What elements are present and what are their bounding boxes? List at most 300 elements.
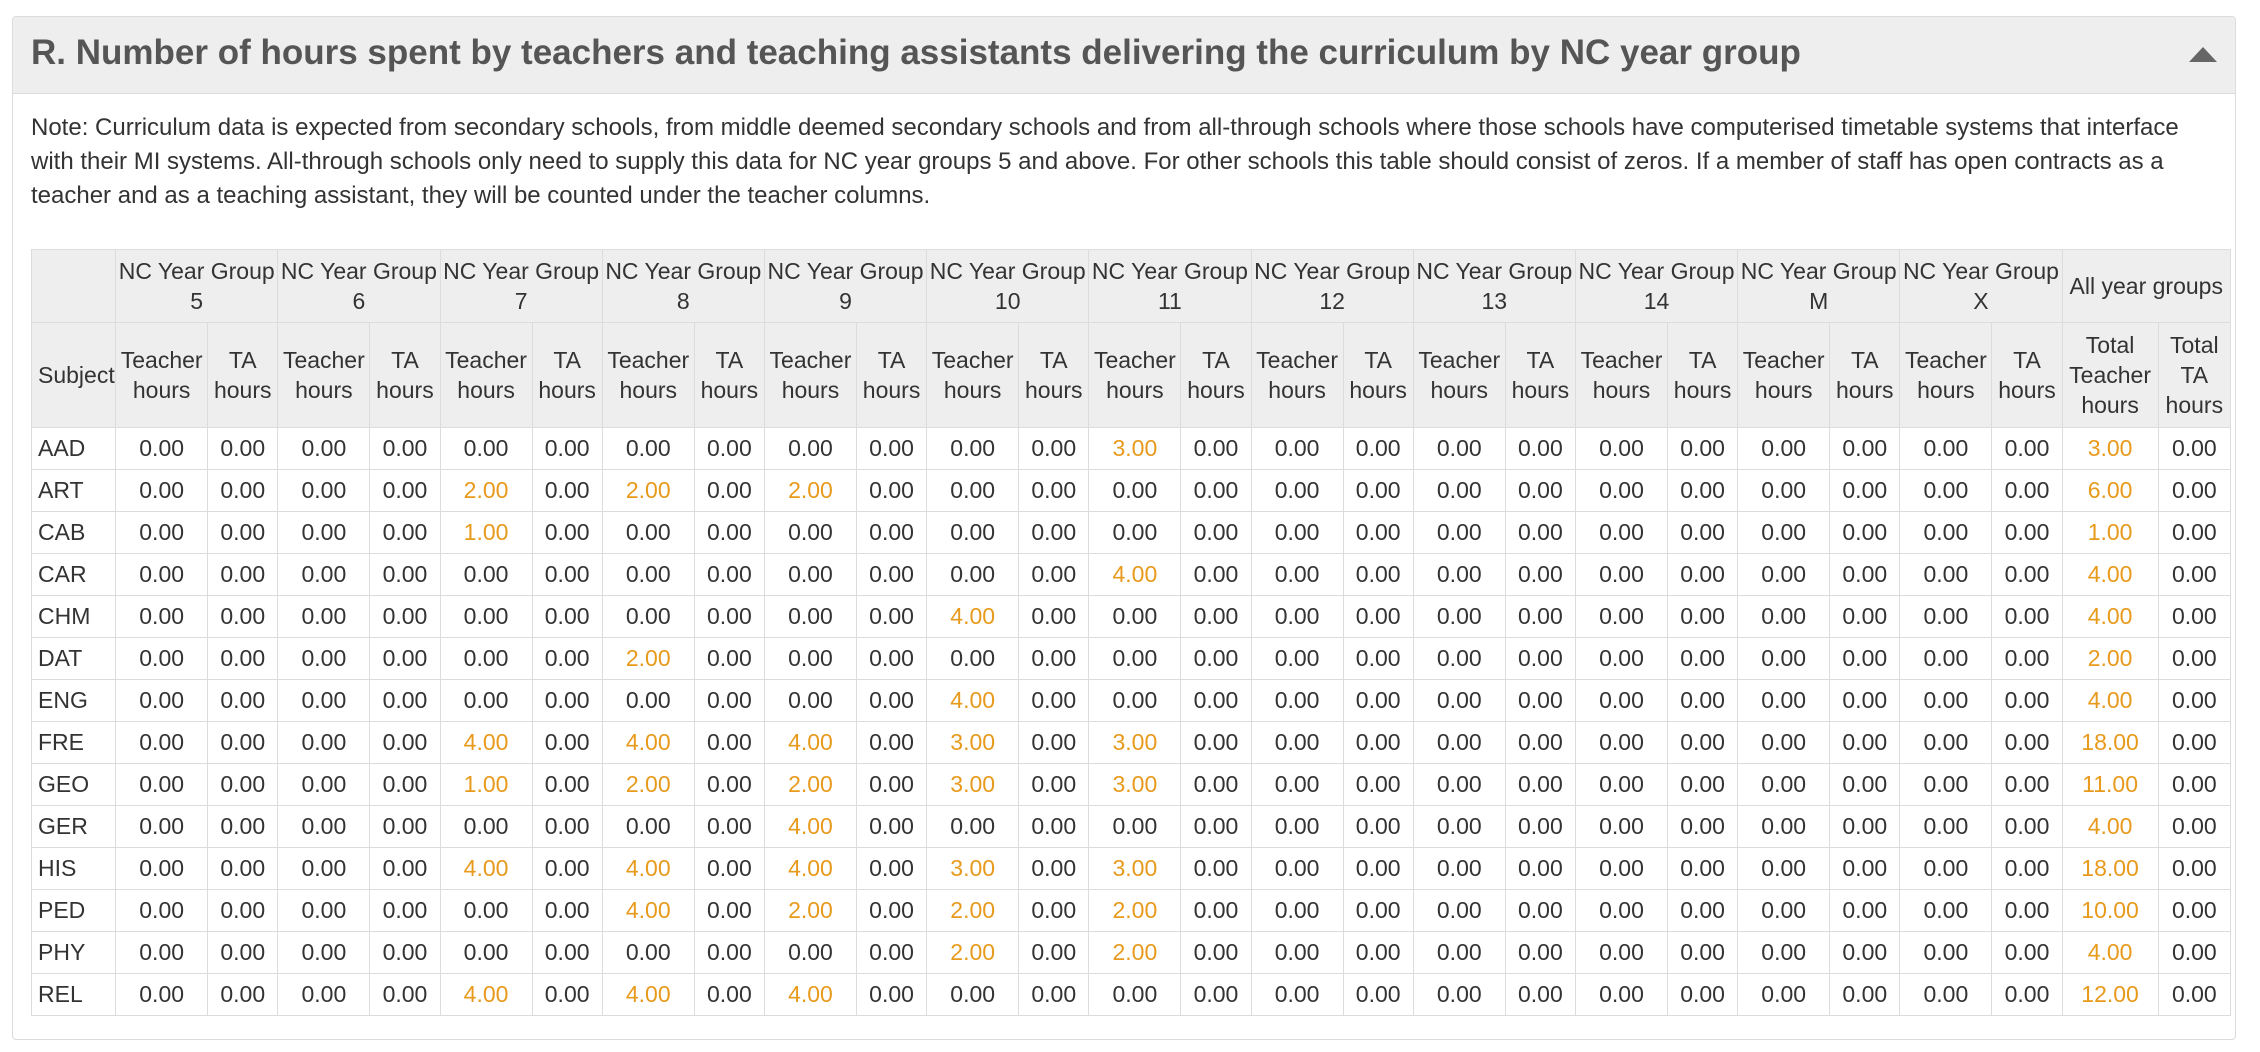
header-text: Teacher (120, 347, 203, 373)
ta-hours-cell: 0.00 (208, 596, 278, 638)
header-text: hours (376, 377, 434, 403)
teacher-hours-cell: 0.00 (602, 932, 694, 974)
teacher-hours-cell: 2.00 (2062, 638, 2158, 680)
ta-hours-cell: 0.00 (1343, 470, 1413, 512)
ta-hours-cell: 0.00 (1992, 932, 2062, 974)
teacher-hours-cell: 0.00 (278, 806, 370, 848)
ta-hours-cell: 0.00 (1992, 554, 2062, 596)
teacher-hours-cell: 2.00 (602, 638, 694, 680)
teacher-hours-cell: 0.00 (927, 638, 1019, 680)
header-text: 10 (994, 288, 1021, 314)
header-text: NC Year Group (1740, 258, 1897, 284)
teacher-hours-cell: 0.00 (1413, 806, 1505, 848)
ta-hours-header (857, 323, 927, 428)
header-text: hours (1187, 377, 1245, 403)
header-text: hours (1998, 377, 2056, 403)
ta-hours-cell: 0.00 (2158, 470, 2230, 512)
teacher-hours-cell: 4.00 (440, 974, 532, 1016)
ta-hours-cell: 0.00 (1668, 806, 1738, 848)
ta-hours-cell: 0.00 (2158, 512, 2230, 554)
header-text: NC Year Group (929, 258, 1086, 284)
year-group-header (927, 250, 1089, 323)
ta-hours-cell: 0.00 (857, 890, 927, 932)
ta-hours-cell: 0.00 (1343, 890, 1413, 932)
header-text: 11 (1157, 288, 1182, 314)
teacher-hours-cell: 0.00 (764, 428, 856, 470)
ta-hours-cell: 0.00 (1343, 638, 1413, 680)
ta-hours-cell: 0.00 (1019, 848, 1089, 890)
teacher-hours-cell: 2.00 (927, 932, 1019, 974)
teacher-hours-cell: 18.00 (2062, 722, 2158, 764)
header-text: NC Year Group (1254, 258, 1411, 284)
ta-hours-cell: 0.00 (370, 932, 440, 974)
teacher-hours-cell: 0.00 (440, 932, 532, 974)
ta-hours-cell: 0.00 (1181, 722, 1251, 764)
ta-hours-cell: 0.00 (208, 848, 278, 890)
teacher-hours-cell: 0.00 (1251, 764, 1343, 806)
ta-hours-cell: 0.00 (1181, 974, 1251, 1016)
ta-hours-cell: 0.00 (1181, 764, 1251, 806)
ta-hours-cell: 0.00 (1992, 470, 2062, 512)
teacher-hours-cell: 0.00 (927, 428, 1019, 470)
header-text: NC Year Group (767, 258, 924, 284)
teacher-hours-cell: 0.00 (1738, 764, 1830, 806)
ta-hours-cell: 0.00 (532, 680, 602, 722)
table-row (32, 680, 2231, 722)
ta-hours-cell: 0.00 (532, 554, 602, 596)
table-row (32, 470, 2231, 512)
header-text: TA (1039, 347, 1068, 373)
teacher-hours-cell: 0.00 (1575, 890, 1667, 932)
table-row (32, 638, 2231, 680)
teacher-hours-cell: 6.00 (2062, 470, 2158, 512)
header-text: TA (2180, 362, 2209, 388)
teacher-hours-cell: 0.00 (927, 974, 1019, 1016)
ta-hours-cell: 0.00 (1668, 848, 1738, 890)
year-group-header (764, 250, 926, 323)
all-year-groups-header: All year groups (2062, 250, 2230, 323)
teacher-hours-cell: 0.00 (1413, 470, 1505, 512)
teacher-hours-cell: 0.00 (440, 638, 532, 680)
header-text: TA (1526, 347, 1555, 373)
header-text: Teacher (769, 347, 852, 373)
ta-hours-header (370, 323, 440, 428)
teacher-hours-cell: 4.00 (2062, 596, 2158, 638)
teacher-hours-cell: 0.00 (440, 596, 532, 638)
teacher-hours-header (1738, 323, 1830, 428)
ta-hours-cell: 0.00 (1019, 722, 1089, 764)
curriculum-hours-panel (12, 16, 2236, 1040)
ta-hours-cell: 0.00 (694, 722, 764, 764)
teacher-hours-cell: 0.00 (1900, 470, 1992, 512)
teacher-hours-cell: 0.00 (1575, 680, 1667, 722)
ta-hours-cell: 0.00 (1343, 848, 1413, 890)
teacher-hours-cell: 3.00 (2062, 428, 2158, 470)
ta-hours-cell: 0.00 (208, 638, 278, 680)
teacher-hours-cell: 4.00 (764, 848, 856, 890)
ta-hours-cell: 0.00 (2158, 806, 2230, 848)
ta-hours-cell: 0.00 (1668, 974, 1738, 1016)
teacher-hours-cell: 4.00 (764, 806, 856, 848)
ta-hours-cell: 0.00 (1505, 890, 1575, 932)
teacher-hours-header (602, 323, 694, 428)
table-row (32, 890, 2231, 932)
teacher-hours-cell: 0.00 (1575, 848, 1667, 890)
teacher-hours-cell: 2.00 (1089, 890, 1181, 932)
year-group-header (1738, 250, 1900, 323)
ta-hours-cell: 0.00 (694, 512, 764, 554)
teacher-hours-cell: 0.00 (1738, 428, 1830, 470)
teacher-hours-cell: 18.00 (2062, 848, 2158, 890)
teacher-hours-cell: 2.00 (764, 470, 856, 512)
ta-hours-cell: 0.00 (370, 554, 440, 596)
ta-hours-cell: 0.00 (370, 848, 440, 890)
header-text: TA (553, 347, 581, 373)
ta-hours-cell: 0.00 (1019, 680, 1089, 722)
teacher-hours-cell: 0.00 (1251, 890, 1343, 932)
ta-hours-cell: 0.00 (532, 428, 602, 470)
ta-hours-cell: 0.00 (532, 722, 602, 764)
ta-hours-cell: 0.00 (532, 932, 602, 974)
ta-hours-cell: 0.00 (1505, 638, 1575, 680)
ta-hours-cell: 0.00 (1019, 428, 1089, 470)
teacher-hours-cell: 0.00 (1738, 890, 1830, 932)
ta-hours-cell: 0.00 (1668, 554, 1738, 596)
teacher-hours-cell: 1.00 (440, 512, 532, 554)
total-teacher-hours-header (2062, 323, 2158, 428)
teacher-hours-cell: 0.00 (116, 932, 208, 974)
teacher-hours-cell: 0.00 (278, 764, 370, 806)
ta-hours-cell: 0.00 (1992, 848, 2062, 890)
teacher-hours-cell: 0.00 (602, 554, 694, 596)
ta-hours-cell: 0.00 (370, 596, 440, 638)
teacher-hours-cell: 0.00 (1251, 470, 1343, 512)
subject-cell: DAT (32, 638, 116, 680)
header-text: X (1973, 288, 1989, 314)
teacher-hours-cell: 10.00 (2062, 890, 2158, 932)
ta-hours-cell: 0.00 (1181, 848, 1251, 890)
ta-hours-cell: 0.00 (208, 428, 278, 470)
ta-hours-cell: 0.00 (208, 512, 278, 554)
teacher-hours-cell: 4.00 (2062, 806, 2158, 848)
header-text: Teacher (1418, 347, 1501, 373)
teacher-hours-cell: 0.00 (440, 428, 532, 470)
teacher-hours-cell: 0.00 (1738, 806, 1830, 848)
ta-hours-cell: 0.00 (1830, 596, 1900, 638)
ta-hours-cell: 0.00 (2158, 932, 2230, 974)
teacher-hours-cell: 0.00 (440, 806, 532, 848)
header-text: TA (1850, 347, 1879, 373)
teacher-hours-cell: 4.00 (1089, 554, 1181, 596)
header-text: 8 (676, 288, 690, 314)
ta-hours-cell: 0.00 (208, 974, 278, 1016)
teacher-hours-cell: 0.00 (1089, 470, 1181, 512)
ta-hours-cell: 0.00 (2158, 428, 2230, 470)
header-text: TA (391, 347, 419, 373)
teacher-hours-cell: 0.00 (1251, 932, 1343, 974)
ta-hours-cell: 0.00 (370, 680, 440, 722)
teacher-hours-cell: 0.00 (1738, 680, 1830, 722)
header-text: 9 (839, 288, 852, 314)
subject-cell: ART (32, 470, 116, 512)
teacher-hours-cell: 0.00 (116, 806, 208, 848)
header-text: TA (228, 347, 257, 373)
ta-hours-cell: 0.00 (1668, 932, 1738, 974)
table-header-row-groups (32, 250, 2231, 323)
curriculum-hours-table (31, 249, 2231, 1016)
ta-hours-cell: 0.00 (857, 722, 927, 764)
ta-hours-cell: 0.00 (370, 974, 440, 1016)
panel-title: R. Number of hours spent by teachers and teaching assistants delivering the curriculum by NC year group (31, 33, 1801, 72)
header-text: hours (1754, 377, 1813, 403)
teacher-hours-header (116, 323, 208, 428)
table-row (32, 428, 2231, 470)
teacher-hours-cell: 0.00 (1251, 554, 1343, 596)
ta-hours-cell: 0.00 (2158, 554, 2230, 596)
teacher-hours-header (927, 323, 1019, 428)
teacher-hours-header (1900, 323, 1992, 428)
header-text: hours (457, 377, 515, 403)
ta-hours-cell: 0.00 (532, 890, 602, 932)
teacher-hours-cell: 0.00 (116, 848, 208, 890)
teacher-hours-header (278, 323, 370, 428)
ta-hours-cell: 0.00 (1830, 974, 1900, 1016)
teacher-hours-cell: 3.00 (927, 764, 1019, 806)
ta-hours-cell: 0.00 (857, 638, 927, 680)
header-text: Total (2085, 332, 2135, 358)
ta-hours-cell: 0.00 (1830, 512, 1900, 554)
table-row (32, 722, 2231, 764)
header-text: hours (1917, 377, 1975, 403)
header-text: hours (943, 377, 1002, 403)
teacher-hours-cell: 0.00 (1251, 680, 1343, 722)
ta-hours-cell: 0.00 (1343, 680, 1413, 722)
header-text: NC Year Group (1578, 258, 1735, 284)
teacher-hours-cell: 0.00 (602, 512, 694, 554)
ta-hours-cell: 0.00 (208, 764, 278, 806)
ta-hours-cell: 0.00 (1830, 428, 1900, 470)
teacher-hours-cell: 0.00 (1089, 512, 1181, 554)
header-text: hours (1268, 377, 1326, 403)
header-text: hours (1106, 377, 1164, 403)
ta-hours-cell: 0.00 (532, 596, 602, 638)
teacher-hours-cell: 4.00 (602, 722, 694, 764)
teacher-hours-cell: 0.00 (116, 890, 208, 932)
ta-hours-cell: 0.00 (1830, 638, 1900, 680)
teacher-hours-cell: 2.00 (440, 470, 532, 512)
teacher-hours-cell: 0.00 (440, 554, 532, 596)
teacher-hours-cell: 0.00 (1413, 680, 1505, 722)
teacher-hours-cell: 0.00 (927, 554, 1019, 596)
ta-hours-cell: 0.00 (1992, 428, 2062, 470)
ta-hours-cell: 0.00 (857, 470, 927, 512)
header-text: hours (862, 377, 921, 403)
teacher-hours-cell: 0.00 (1900, 848, 1992, 890)
ta-hours-cell: 0.00 (1830, 932, 1900, 974)
subject-cell: PHY (32, 932, 116, 974)
table-row (32, 596, 2231, 638)
header-text: TA (2013, 347, 2041, 373)
ta-hours-cell: 0.00 (1668, 428, 1738, 470)
header-text: hours (1511, 377, 1570, 403)
teacher-hours-cell: 0.00 (1251, 638, 1343, 680)
ta-hours-cell: 0.00 (1992, 806, 2062, 848)
teacher-hours-cell: 2.00 (1089, 932, 1181, 974)
teacher-hours-cell: 0.00 (1089, 974, 1181, 1016)
ta-hours-cell: 0.00 (694, 428, 764, 470)
teacher-hours-cell: 0.00 (1575, 554, 1667, 596)
ta-hours-cell: 0.00 (1992, 512, 2062, 554)
teacher-hours-cell: 0.00 (1413, 638, 1505, 680)
teacher-hours-cell: 0.00 (1251, 596, 1343, 638)
ta-hours-cell: 0.00 (1992, 722, 2062, 764)
teacher-hours-cell: 3.00 (1089, 722, 1181, 764)
teacher-hours-cell: 3.00 (927, 848, 1019, 890)
teacher-hours-cell: 0.00 (278, 638, 370, 680)
ta-hours-header (1505, 323, 1575, 428)
ta-hours-cell: 0.00 (2158, 890, 2230, 932)
table-header-row-columns (32, 323, 2231, 428)
ta-hours-cell: 0.00 (1668, 470, 1738, 512)
year-group-header (1575, 250, 1737, 323)
ta-hours-cell: 0.00 (1343, 932, 1413, 974)
header-text: NC Year Group (1091, 258, 1248, 284)
ta-hours-cell: 0.00 (694, 554, 764, 596)
teacher-hours-cell: 12.00 (2062, 974, 2158, 1016)
header-text: hours (1430, 377, 1489, 403)
ta-hours-cell: 0.00 (2158, 848, 2230, 890)
ta-hours-cell: 0.00 (1181, 428, 1251, 470)
teacher-hours-cell: 0.00 (764, 932, 856, 974)
teacher-hours-cell: 0.00 (1413, 932, 1505, 974)
table-row (32, 512, 2231, 554)
ta-hours-cell: 0.00 (1343, 974, 1413, 1016)
subject-cell: CHM (32, 596, 116, 638)
ta-hours-cell: 0.00 (208, 890, 278, 932)
teacher-hours-cell: 0.00 (116, 764, 208, 806)
ta-hours-cell: 0.00 (857, 428, 927, 470)
ta-hours-cell: 0.00 (1992, 596, 2062, 638)
table-row (32, 974, 2231, 1016)
teacher-hours-cell: 0.00 (1089, 806, 1181, 848)
teacher-hours-cell: 0.00 (764, 554, 856, 596)
teacher-hours-cell: 0.00 (1738, 512, 1830, 554)
teacher-hours-cell: 11.00 (2062, 764, 2158, 806)
ta-hours-cell: 0.00 (1343, 596, 1413, 638)
teacher-hours-cell: 0.00 (116, 512, 208, 554)
header-text: Teacher (1256, 347, 1338, 373)
teacher-hours-cell: 0.00 (764, 512, 856, 554)
teacher-hours-cell: 4.00 (440, 722, 532, 764)
ta-hours-cell: 0.00 (1019, 764, 1089, 806)
teacher-hours-cell: 0.00 (278, 890, 370, 932)
header-text: Teacher (2069, 362, 2151, 388)
ta-hours-header (1992, 323, 2062, 428)
ta-hours-cell: 0.00 (1830, 764, 1900, 806)
ta-hours-cell: 0.00 (1181, 512, 1251, 554)
teacher-hours-cell: 0.00 (1413, 848, 1505, 890)
teacher-hours-cell: 0.00 (764, 680, 856, 722)
ta-hours-cell: 0.00 (1019, 890, 1089, 932)
ta-hours-cell: 0.00 (694, 764, 764, 806)
year-group-header (278, 250, 440, 323)
header-text: NC Year Group (443, 258, 600, 284)
year-group-header (602, 250, 764, 323)
teacher-hours-cell: 2.00 (764, 764, 856, 806)
teacher-hours-cell: 0.00 (116, 470, 208, 512)
header-text: hours (132, 377, 191, 403)
teacher-hours-cell: 0.00 (1900, 596, 1992, 638)
teacher-hours-cell: 0.00 (1089, 680, 1181, 722)
ta-hours-cell: 0.00 (1019, 512, 1089, 554)
header-text: Teacher (1742, 347, 1825, 373)
teacher-hours-header (1575, 323, 1667, 428)
teacher-hours-cell: 0.00 (1413, 722, 1505, 764)
header-text: hours (2165, 392, 2224, 418)
teacher-hours-header (1251, 323, 1343, 428)
teacher-hours-cell: 0.00 (1575, 596, 1667, 638)
ta-hours-cell: 0.00 (1019, 806, 1089, 848)
chevron-up-icon[interactable] (2189, 47, 2217, 62)
teacher-hours-cell: 0.00 (1413, 890, 1505, 932)
ta-hours-cell: 0.00 (370, 764, 440, 806)
ta-hours-cell: 0.00 (1181, 680, 1251, 722)
ta-hours-cell: 0.00 (694, 890, 764, 932)
header-text: TA (877, 347, 906, 373)
header-text: 6 (352, 288, 366, 314)
teacher-hours-cell: 0.00 (1575, 722, 1667, 764)
ta-hours-cell: 0.00 (1019, 638, 1089, 680)
ta-hours-cell: 0.00 (1992, 764, 2062, 806)
header-text: TA (1688, 347, 1717, 373)
subject-column-header: Subject (32, 323, 116, 428)
ta-hours-cell: 0.00 (370, 428, 440, 470)
ta-hours-cell: 0.00 (694, 848, 764, 890)
teacher-hours-cell: 4.00 (764, 974, 856, 1016)
ta-hours-cell: 0.00 (1992, 974, 2062, 1016)
teacher-hours-cell: 0.00 (116, 974, 208, 1016)
ta-hours-cell: 0.00 (1343, 512, 1413, 554)
ta-hours-cell: 0.00 (694, 974, 764, 1016)
ta-hours-cell: 0.00 (532, 974, 602, 1016)
year-group-header (1900, 250, 2062, 323)
teacher-hours-cell: 0.00 (1089, 596, 1181, 638)
teacher-hours-cell: 0.00 (1251, 722, 1343, 764)
teacher-hours-cell: 4.00 (927, 596, 1019, 638)
ta-hours-cell: 0.00 (1343, 722, 1413, 764)
ta-hours-cell: 0.00 (2158, 974, 2230, 1016)
ta-hours-cell: 0.00 (1343, 554, 1413, 596)
subject-cell: CAB (32, 512, 116, 554)
table-row (32, 764, 2231, 806)
header-text: NC Year Group (280, 258, 437, 284)
ta-hours-cell: 0.00 (1830, 722, 1900, 764)
ta-hours-header (1343, 323, 1413, 428)
header-text: 12 (1319, 288, 1345, 314)
teacher-hours-cell: 0.00 (440, 890, 532, 932)
teacher-hours-cell: 0.00 (1738, 638, 1830, 680)
ta-hours-cell: 0.00 (1668, 638, 1738, 680)
teacher-hours-cell: 0.00 (1251, 428, 1343, 470)
panel-header[interactable] (13, 17, 2235, 94)
teacher-hours-cell: 0.00 (278, 680, 370, 722)
ta-hours-cell: 0.00 (1019, 554, 1089, 596)
header-text: 14 (1643, 288, 1670, 314)
header-text: hours (619, 377, 678, 403)
ta-hours-cell: 0.00 (1343, 428, 1413, 470)
ta-hours-cell: 0.00 (857, 764, 927, 806)
ta-hours-cell: 0.00 (694, 638, 764, 680)
